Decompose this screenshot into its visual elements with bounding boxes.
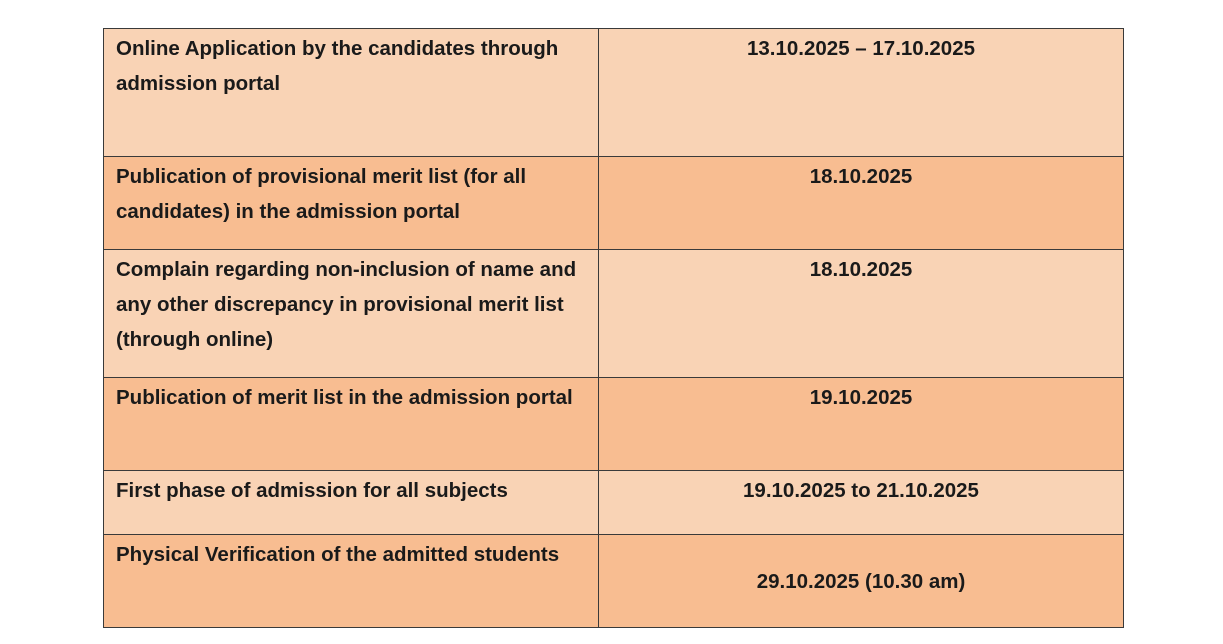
event-cell: Publication of provisional merit list (for all candidates) in the admission portal (104, 157, 599, 250)
admission-schedule-table (103, 28, 1124, 628)
date-cell: 19.10.2025 (599, 378, 1124, 471)
table-row (104, 378, 1124, 471)
event-cell: Online Application by the candidates through admission portal (104, 29, 599, 157)
event-cell: Complain regarding non-inclusion of name and any other discrepancy in provisional merit list (through online) (104, 250, 599, 378)
date-cell: 18.10.2025 (599, 250, 1124, 378)
table-row (104, 535, 1124, 628)
date-cell: 19.10.2025 to 21.10.2025 (599, 471, 1124, 535)
table-row (104, 29, 1124, 157)
date-cell: 13.10.2025 – 17.10.2025 (599, 29, 1124, 157)
event-cell: Physical Verification of the admitted students (104, 535, 599, 628)
table-row (104, 250, 1124, 378)
date-cell: 29.10.2025 (10.30 am) (599, 535, 1124, 628)
table-row (104, 471, 1124, 535)
table-row (104, 157, 1124, 250)
date-cell: 18.10.2025 (599, 157, 1124, 250)
event-cell: First phase of admission for all subjects (104, 471, 599, 535)
event-cell: Publication of merit list in the admission portal (104, 378, 599, 471)
